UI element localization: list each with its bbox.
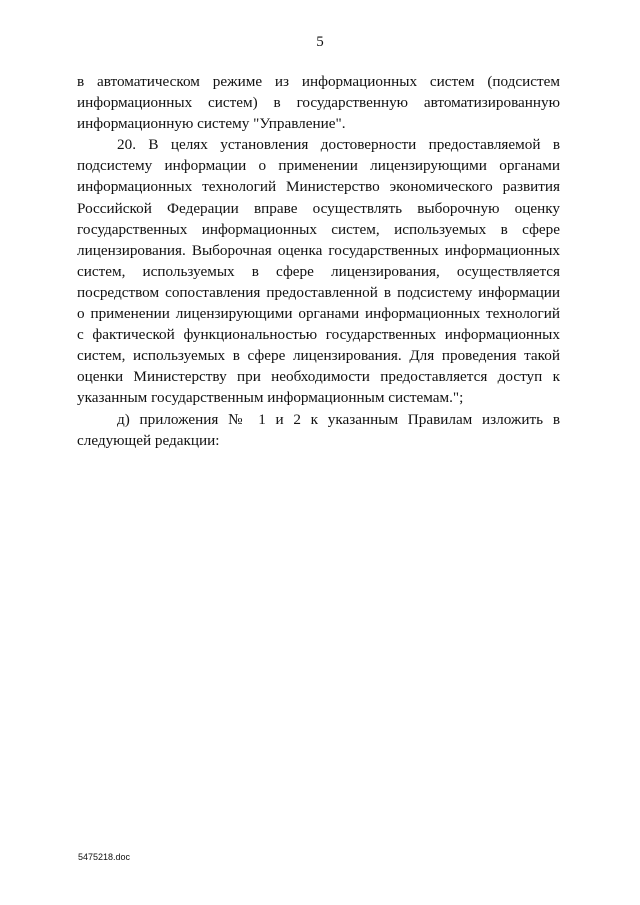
paragraph-item-20: 20. В целях установления достоверности предоставляемой в подсистему информации о применении лицензирующими органами информационных технологий Министерство экономического развития Российской Федерации вправе осуществлять выборочную оценку государственных информационных систем, используемых в сфере лицензирования. Выборочная оценка государственных информационных систем, используемых в сфере лицензирования, осуществляется посредством сопоставления предоставленной в подсистему информации о применении лицензирующими органами информационных технологий с фактической функциональностью государственных информационных систем, используемых в сфере лицензирования. Для проведения такой оценки Министерству при необходимости предоставляется доступ к указанным государственным информационным системам.";	[77, 136, 560, 407]
footer-doc-id: 5475218.doc	[78, 852, 131, 862]
paragraph-item-d: д) приложения № 1 и 2 к указанным Правилам изложить в следующей редакции:	[77, 410, 560, 449]
page-number: 5	[316, 34, 324, 50]
paragraph-continuation: в автоматическом режиме из информационных систем (подсистем информационных систем) в государственную автоматизированную информационную систему "Управление".	[77, 73, 560, 133]
document-body	[77, 71, 560, 451]
